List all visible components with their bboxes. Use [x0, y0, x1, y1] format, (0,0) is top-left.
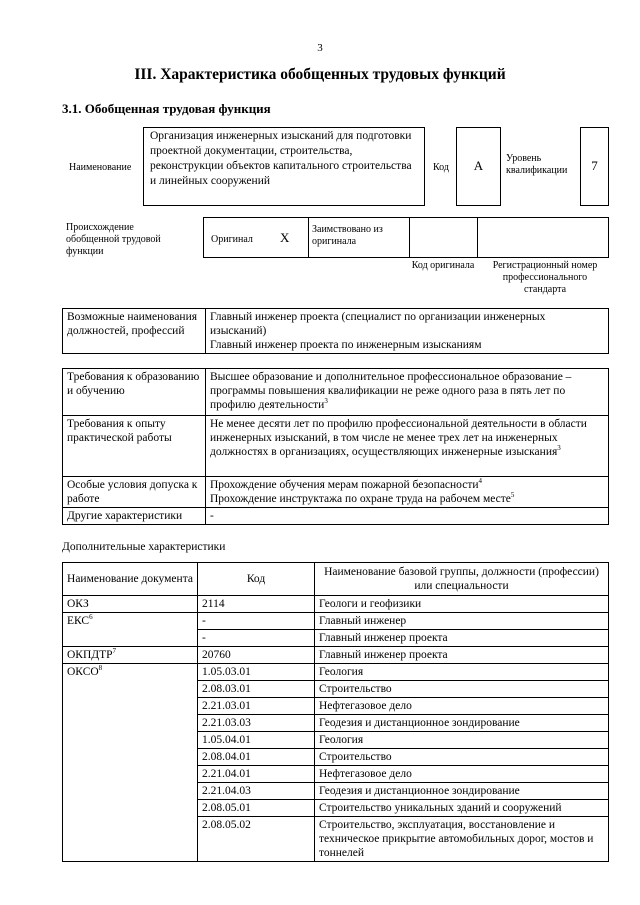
level-value: 7: [591, 158, 598, 173]
name-cell: Главный инженер: [315, 613, 609, 630]
requirement-label: Требования к образованию и обучению: [63, 369, 206, 416]
table-header-row: [63, 563, 609, 596]
code-label: Код: [433, 162, 449, 173]
requirements-table: [62, 368, 609, 525]
doc-cell: ОКПДТР$^7$: [63, 647, 198, 664]
original-label: Оригинал: [211, 234, 253, 245]
requirement-value: Не менее десяти лет по профилю профессиональной деятельности в области инженерных изысканий, в том числе не менее трех лет на инженерных должностях в организациях, осуществляющих инженерные изыскания$^3$: [206, 416, 609, 477]
code-value: А: [473, 158, 484, 173]
table-row: [63, 596, 609, 613]
original-mark: X: [280, 230, 290, 245]
additional-title: Дополнительные характеристики: [62, 541, 226, 553]
requirement-value: -: [206, 508, 609, 525]
code-cell: 2114: [198, 596, 315, 613]
name-cell: Геологи и геофизики: [315, 596, 609, 613]
level-label: Уровень квалификации: [506, 153, 568, 176]
code-cell: 2.21.04.01: [198, 766, 315, 783]
requirement-label: Требования к опыту практической работы: [63, 416, 206, 477]
code-cell: -: [198, 613, 315, 630]
name-cell: Главный инженер проекта: [315, 647, 609, 664]
code-original-caption: Код оригинала: [411, 260, 475, 271]
table-row: [63, 664, 609, 681]
code-cell: 2.08.05.01: [198, 800, 315, 817]
requirement-value: Высшее образование и дополнительное профессиональное образование – программы повышения квалификации не реже одного раза в пять лет по профилю деятельности$^3$: [206, 369, 609, 416]
position-item: Главный инженер проекта (специалист по организации инженерных изысканий): [210, 311, 546, 337]
name-cell: Строительство: [315, 749, 609, 766]
code-cell: 2.21.03.01: [198, 698, 315, 715]
name-label: Наименование: [69, 162, 132, 173]
function-name-box: [143, 127, 425, 206]
positions-values: [206, 309, 609, 354]
table-row: [63, 477, 609, 508]
code-cell: 2.08.03.01: [198, 681, 315, 698]
name-cell: Главный инженер проекта: [315, 630, 609, 647]
code-cell: 2.21.03.03: [198, 715, 315, 732]
code-cell: 1.05.03.01: [198, 664, 315, 681]
name-cell: Геодезия и дистанционное зондирование: [315, 783, 609, 800]
doc-cell: ЕКС$^6$: [63, 613, 198, 647]
position-item: Главный инженер проекта по инженерным изысканиям: [210, 339, 482, 351]
name-cell: Геология: [315, 664, 609, 681]
function-name: Организация инженерных изысканий для подготовки проектной документации, строительства, реконструкции объектов капитального строительства и линейных сооружений: [150, 130, 412, 187]
additional-table: [62, 562, 609, 862]
code-cell: 20760: [198, 647, 315, 664]
name-cell: Строительство: [315, 681, 609, 698]
column-header: Наименование базовой группы, должности (профессии) или специальности: [315, 563, 609, 596]
code-cell: 2.08.04.01: [198, 749, 315, 766]
table-row: [63, 613, 609, 630]
name-cell: Нефтегазовое дело: [315, 698, 609, 715]
name-cell: Строительство, эксплуатация, восстановление и техническое прикрытие автомобильных дорог, мостов и тоннелей: [315, 817, 609, 862]
doc-cell: ОКЗ: [63, 596, 198, 613]
origin-label: Происхождение обобщенной трудовой функции: [66, 222, 161, 257]
reg-number-caption: Регистрационный номер профессионального стандарта: [492, 260, 598, 295]
table-row: [63, 416, 609, 477]
name-cell: Геология: [315, 732, 609, 749]
table-row: [63, 647, 609, 664]
origin-row: [203, 217, 609, 258]
table-row: [63, 508, 609, 525]
name-cell: Нефтегазовое дело: [315, 766, 609, 783]
borrowed-label: Заимствовано из оригинала: [312, 224, 383, 247]
requirement-value: Прохождение обучения мерам пожарной безопасности$^4$ Прохождение инструктажа по охране труда на рабочем месте$^5$: [206, 477, 609, 508]
name-cell: Геодезия и дистанционное зондирование: [315, 715, 609, 732]
column-header: Код: [198, 563, 315, 596]
doc-cell: ОКСО$^8$: [63, 664, 198, 862]
code-box: [456, 127, 501, 206]
subsection-title: 3.1. Обобщенная трудовая функция: [62, 101, 271, 116]
positions-label: Возможные наименования должностей, профессий: [63, 309, 206, 354]
section-title: III. Характеристика обобщенных трудовых функций: [134, 66, 506, 83]
column-header: Наименование документа: [63, 563, 198, 596]
code-cell: -: [198, 630, 315, 647]
level-box: [580, 127, 609, 206]
code-cell: 1.05.04.01: [198, 732, 315, 749]
name-cell: Строительство уникальных зданий и сооружений: [315, 800, 609, 817]
code-cell: 2.21.04.03: [198, 783, 315, 800]
requirement-label: Другие характеристики: [63, 508, 206, 525]
table-row: [63, 369, 609, 416]
page-number: 3: [317, 42, 323, 54]
code-cell: 2.08.05.02: [198, 817, 315, 862]
positions-table: [62, 308, 609, 354]
requirement-label: Особые условия допуска к работе: [63, 477, 206, 508]
